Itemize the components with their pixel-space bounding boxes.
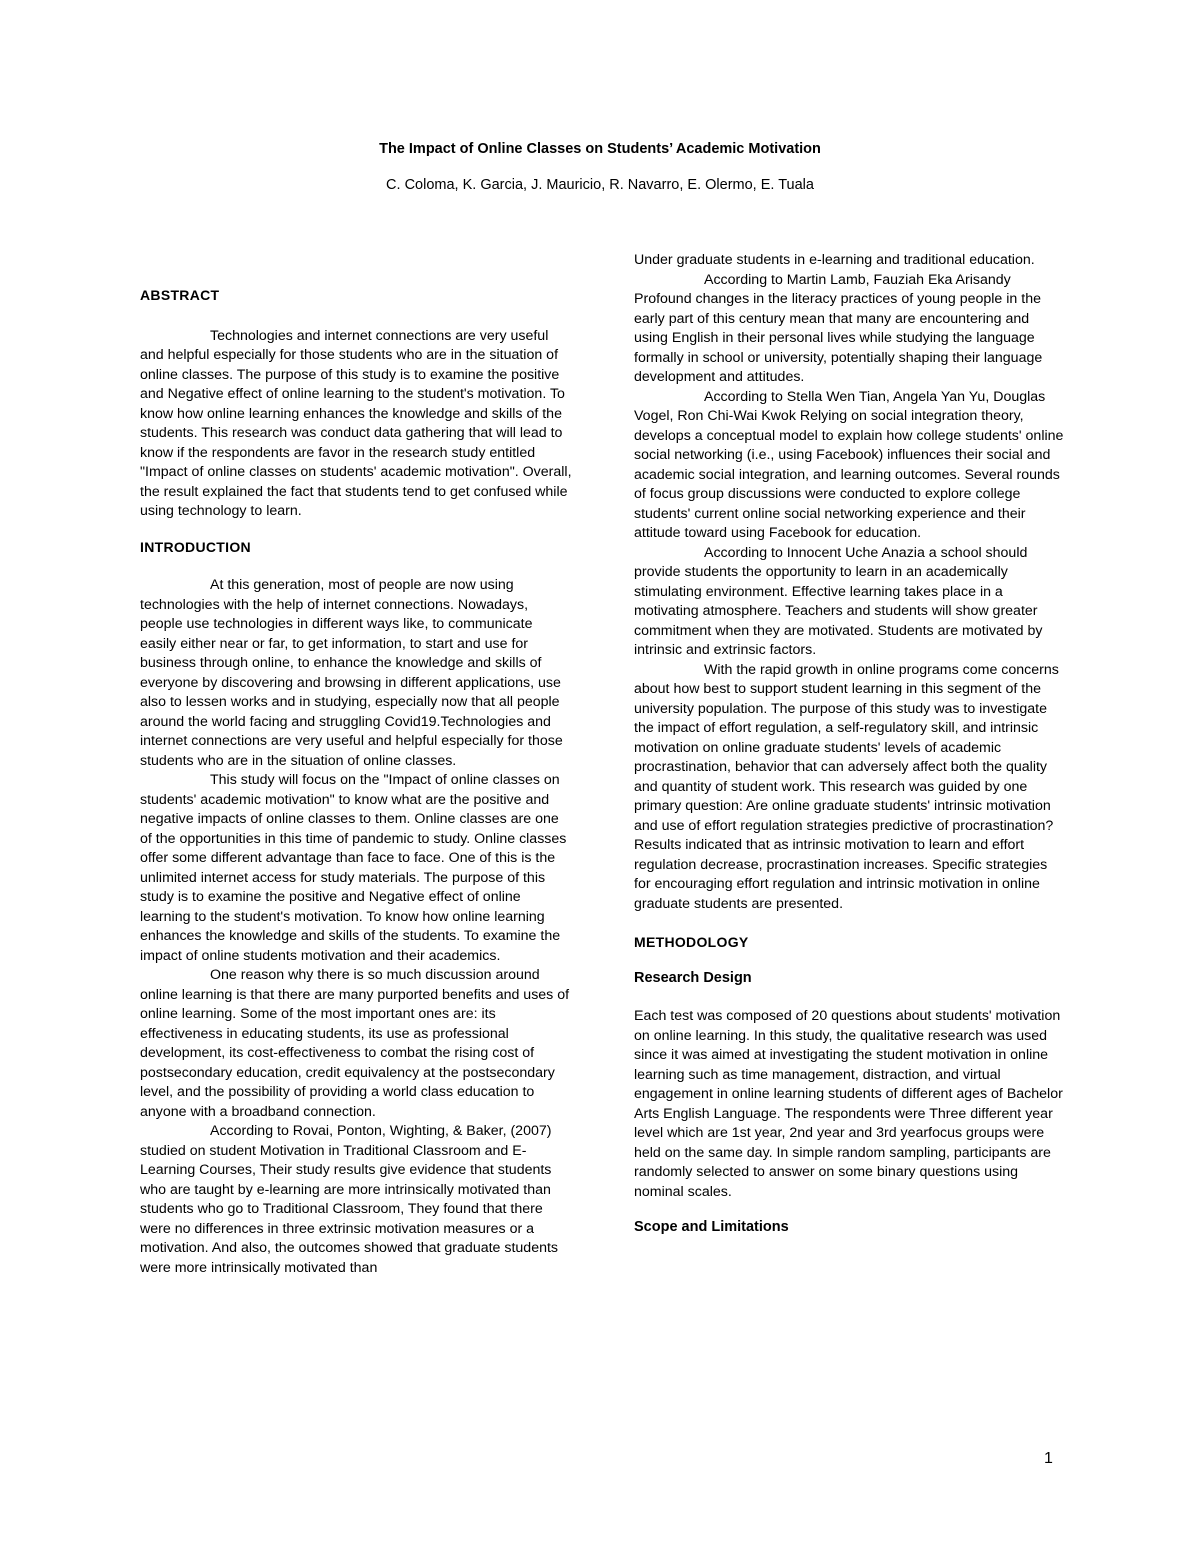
tian-paragraph: According to Stella Wen Tian, Angela Yan Yu, Douglas Vogel, Ron Chi-Wai Kwok Relying on social integration theory, develops a conceptual model to explain how college students' online social networking (i.e., using Facebook) influences their social and academic social integration, and learning outcomes. Several rounds of focus group discussions were conducted to explore college students' current online social networking experience and their attitude toward using Facebook for education. — [634, 388, 1064, 541]
abstract-heading: ABSTRACT — [140, 287, 220, 303]
anazia-paragraph: According to Innocent Uche Anazia a school should provide students the opportunity to learn in an academically stimulating environment. Effective learning takes place in a motivating atmosphere. Teachers and students will show greater commitment when they are motivated. Students are motivated by intrinsic and extrinsic factors. — [634, 544, 1043, 658]
research-design-heading: Research Design — [634, 969, 752, 986]
paper-authors: C. Coloma, K. Garcia, J. Mauricio, R. Navarro, E. Olermo, E. Tuala — [386, 177, 814, 193]
paper-title: The Impact of Online Classes on Students’ Academic Motivation — [379, 141, 821, 157]
right-column — [634, 251, 1066, 1238]
continued-paragraph: Under graduate students in e-learning and traditional education. — [634, 252, 1035, 268]
page-number: 1 — [1044, 1450, 1053, 1467]
research-design-text: Each test was composed of 20 questions about students' motivation on online learning. In this study, the qualitative research was used since it was aimed at investigating the student motivation in online learning such as time management, distraction, and virtual engagement in online learning students of different ages of Bachelor Arts English Language. The respondents were Three different year level which are 1st year, 2nd year and 3rd yearfocus groups were held on the same day. In simple random sampling, participants are randomly selected to answer on some binary questions using nominal scales. — [634, 1008, 1063, 1200]
intro-paragraph-1: At this generation, most of people are now using technologies with the help of internet connections. Nowadays, people use technologies in different ways like, to communicate easily either near or far, to get information, to start and use for business through online, to enhance the knowledge and skills of everyone by discovering and browsing in different applications, use also to lessen works and in studying, especially now that all people around the world facing and struggling Covid19.Technologies and internet connections are very useful and helpful especially for those students who are in the situation of online classes. — [140, 577, 563, 769]
intro-paragraph-2: This study will focus on the "Impact of online classes on students' academic motivation" to know what are the positive and negative impacts of online classes to them. Online classes are one of the opportunities in this time of pandemic to study. Online classes offer some different advantage than face to face. One of this is the unlimited internet access for study materials. The purpose of this study is to examine the positive and Negative effect of online learning to the student's motivation. To know how online learning enhances the knowledge and skills of the students. To examine the impact of online students motivation and their academics. — [140, 772, 567, 964]
methodology-heading: METHODOLOGY — [634, 934, 749, 950]
lamb-paragraph: According to Martin Lamb, Fauziah Eka Arisandy Profound changes in the literacy practices of young people in the early part of this century mean that many are encountering and using English in their personal lives while studying the language formally in school or university, potentially shaping their language development and attitudes. — [634, 271, 1043, 385]
abstract-text: Technologies and internet connections are very useful and helpful especially for those students who are in the situation of online classes. The purpose of this study is to examine the positive and Negative effect of online learning to the student's motivation. To know how online learning enhances the knowledge and skills of the students. This research was conduct data gathering that will lead to know if the respondents are favor in the research study entitled "Impact of online classes on students' academic motivation". Overall, the result explained the fact that students tend to get confused while using technology to learn. — [140, 327, 572, 519]
intro-paragraph-4: According to Rovai, Ponton, Wighting, & Baker, (2007) studied on student Motivation in Traditional Classroom and E-Learning Courses, Their study results give evidence that students who are taught by e-learning are more intrinsically motivated than students who go to Traditional Classroom, They found that there were no differences in three extrinsic motivation measures or a motivation. And also, the outcomes showed that graduate students were more intrinsically motivated than — [140, 1123, 559, 1276]
left-column — [140, 286, 572, 1278]
scope-limitations-heading: Scope and Limitations — [634, 1219, 789, 1235]
introduction-heading: INTRODUCTION — [140, 538, 251, 555]
intro-paragraph-3: One reason why there is so much discussion around online learning is that there are many purported benefits and uses of online learning. Some of the most important ones are: its effectiveness in educating students, its use as professional development, its cost-effectiveness to combat the rising cost of postsecondary education, credit equivalency at the postsecondary level, and the possibility of providing a world class education to anyone with a broadband connection. — [140, 967, 570, 1120]
online-programs-paragraph: With the rapid growth in online programs come concerns about how best to support student learning in this segment of the university population. The purpose of this study was to investigate the impact of effort regulation, a self-regulatory skill, and intrinsic motivation on online graduate students' levels of academic procrastination, behavior that can adversely affect both the quality and quantity of student work. This research was guided by one primary question: Are online graduate students' intrinsic motivation and use of effort regulation strategies predictive of procrastination? Results indicated that as intrinsic motivation to learn and effort regulation decrease, procrastination increases. Specific strategies for encouraging effort regulation and intrinsic motivation in online graduate students are presented. — [634, 661, 1059, 912]
